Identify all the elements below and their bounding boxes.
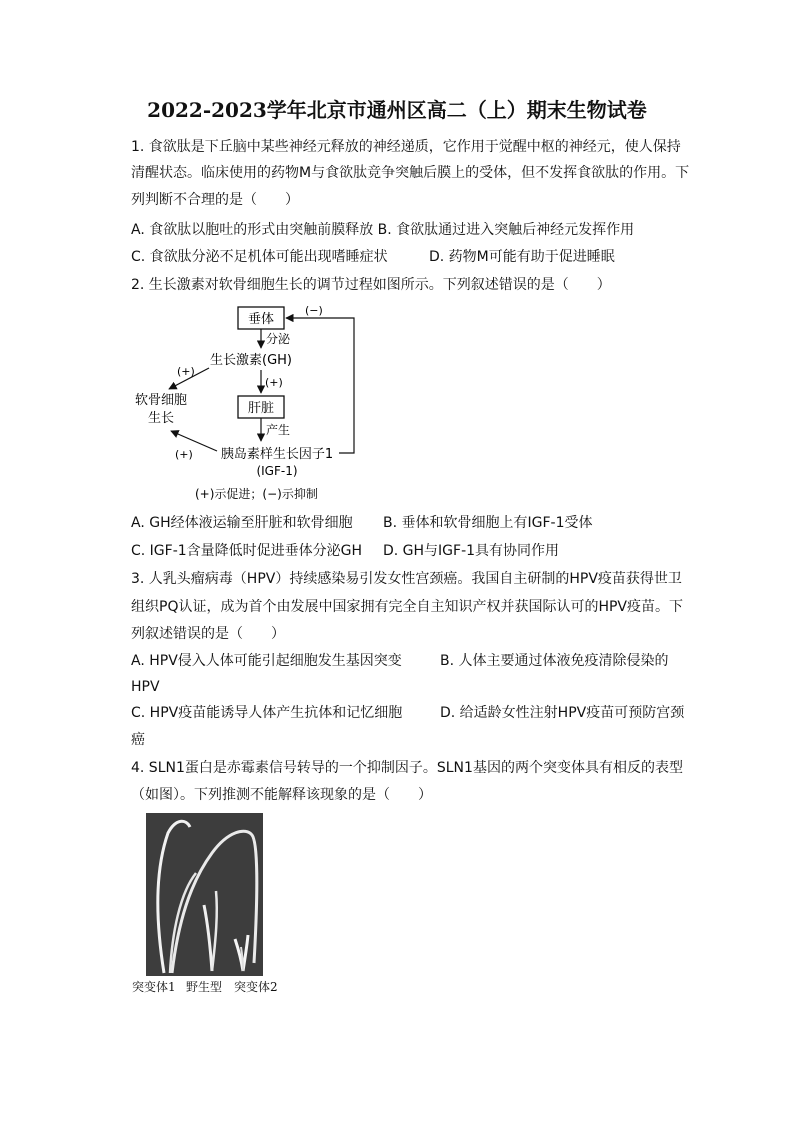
q3-option-a: A. HPV侵入人体可能引起细胞发生基因突变 xyxy=(131,653,402,669)
secrete-label: 分泌 xyxy=(266,332,291,346)
q4-stem-line2: （如图）。下列推测不能解释该现象的是（ ） xyxy=(131,787,432,803)
wild-type-label: 野生型 xyxy=(186,980,223,994)
gh-cartilage-plus: (+) xyxy=(177,365,195,378)
igf-label-line2: (IGF-1) xyxy=(256,464,298,478)
plant-mutant-photo xyxy=(146,813,263,976)
gh-liver-plus: (+) xyxy=(265,376,283,389)
gh-regulation-diagram xyxy=(125,298,365,508)
q2-option-a: A. GH经体液运输至肝脏和软骨细胞 xyxy=(131,515,353,531)
feedback-minus: (−) xyxy=(305,304,323,317)
q1-option-c: C. 食欲肽分泌不足机体可能出现嗜睡症状 xyxy=(131,249,388,265)
q2-option-d: D. GH与IGF-1具有协同作用 xyxy=(383,543,560,559)
q1-stem-line3: 列判断不合理的是（ ） xyxy=(131,192,299,208)
q3-option-d: D. 给适龄女性注射HPV疫苗可预防宫颈 xyxy=(440,705,685,721)
igf-cartilage-plus: (+) xyxy=(175,448,193,461)
q1-stem-line2: 清醒状态。临床使用的药物M与食欲肽竞争突触后膜上的受体，但不发挥食欲肽的作用。下 xyxy=(131,165,690,181)
q3-stem-line1: 3. 人乳头瘤病毒（HPV）持续感染易引发女性宫颈癌。我国自主研制的HPV疫苗获得世卫 xyxy=(131,571,682,587)
produce-label: 产生 xyxy=(266,423,291,437)
mutant-2-label: 突变体2 xyxy=(234,980,278,994)
pituitary-label: 垂体 xyxy=(247,312,275,327)
q4-stem-line1: 4. SLN1蛋白是赤霉素信号转导的一个抑制因子。SLN1基因的两个突变体具有相反的表型 xyxy=(131,760,683,776)
cartilage-label-line2: 生长 xyxy=(147,411,175,426)
q3-stem-line3: 列叙述错误的是（ ） xyxy=(131,626,285,642)
cartilage-label-line1: 软骨细胞 xyxy=(134,393,188,408)
q2-option-c: C. IGF-1含量降低时促进垂体分泌GH xyxy=(131,543,363,559)
igf-label-line1: 胰岛素样生长因子1 xyxy=(220,447,334,462)
mutant-1-label: 突变体1 xyxy=(132,980,176,994)
q3-option-b-continued: HPV xyxy=(131,679,160,695)
q3-option-b: B. 人体主要通过体液免疫清除侵染的 xyxy=(440,653,669,669)
feedback-arrow xyxy=(286,318,354,453)
q1-option-d: D. 药物M可能有助于促进睡眠 xyxy=(429,249,615,265)
gh-label: 生长激素(GH) xyxy=(210,353,292,368)
diagram-legend: (+)示促进；(−)示抑制 xyxy=(195,487,318,501)
q2-stem: 2. 生长激素对软骨细胞生长的调节过程如图所示。下列叙述错误的是（ ） xyxy=(131,277,611,293)
q3-option-d-continued: 癌 xyxy=(131,732,145,748)
liver-label: 肝脏 xyxy=(247,401,275,416)
q2-option-b: B. 垂体和软骨细胞上有IGF-1受体 xyxy=(383,515,593,531)
q1-stem-line1: 1. 食欲肽是下丘脑中某些神经元释放的神经递质，它作用于觉醒中枢的神经元，使人保持 xyxy=(131,139,681,155)
plant-silhouettes xyxy=(146,813,263,976)
q1-option-a-b: A. 食欲肽以胞吐的形式由突触前膜释放 B. 食欲肽通过进入突触后神经元发挥作用 xyxy=(131,222,635,238)
q3-stem-line2: 组织PQ认证，成为首个由发展中国家拥有完全自主知识产权并获国际认可的HPV疫苗。下 xyxy=(131,599,684,615)
page-title: 2022-2023学年北京市通州区高二（上）期末生物试卷 xyxy=(147,98,647,122)
q3-option-c: C. HPV疫苗能诱导人体产生抗体和记忆细胞 xyxy=(131,705,403,721)
